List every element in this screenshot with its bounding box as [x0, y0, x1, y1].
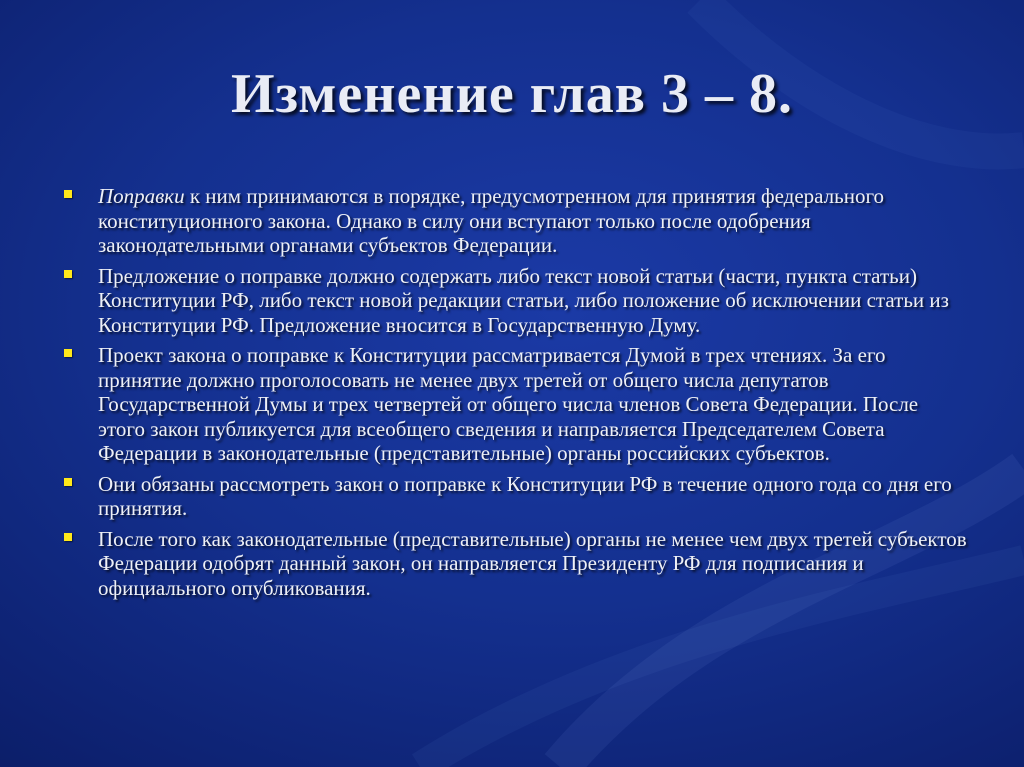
bullet-marker-icon	[64, 533, 72, 541]
bullet-text: Проект закона о поправке к Конституции рассматривается Думой в трех чтениях. За его принятие должно проголосовать не менее двух третей от общего числа депутатов Государственной Думы и трех четвертей от общего числа членов Совета Федерации. После этого закон публикуется для всеобщего сведения и направляется Председателем Совета Федерации в законодательные (представительные) органы российских субъектов.	[98, 343, 919, 465]
bullet-marker-icon	[64, 478, 72, 486]
slide-title: Изменение глав 3 – 8.	[230, 63, 794, 125]
bullet-item	[62, 343, 967, 466]
bullet-item	[62, 472, 967, 521]
bullet-marker-icon	[64, 270, 72, 278]
bullet-text: Предложение о поправке должно содержать либо текст новой статьи (части, пункта статьи) Конституции РФ, либо текст новой редакции статьи, либо положение об исключении статьи из Конституции РФ. Предложение вносится в Государственную Думу.	[98, 263, 949, 337]
bullet-item	[62, 184, 967, 258]
bullet-item	[62, 527, 967, 601]
bullet-marker-icon	[64, 349, 72, 357]
bullet-marker-icon	[64, 190, 72, 198]
bullet-list	[62, 184, 967, 606]
bullet-item	[62, 264, 967, 338]
bullet-text: к ним принимаются в порядке, предусмотренном для принятия федерального конституционного закона. Однако в силу они вступают только после одобрения законодательными органами субъектов Федерации.	[98, 184, 885, 257]
bullet-text: Они обязаны рассмотреть закон о поправке к Конституции РФ в течение одного года со дня его принятия.	[98, 471, 952, 520]
bullet-lead-italic: Поправки	[98, 184, 185, 208]
bullet-text: После того как законодательные (представительные) органы не менее чем двух третей субъектов Федерации одобрят данный закон, он направляется Президенту РФ для подписания и официального опубликования.	[98, 526, 967, 600]
